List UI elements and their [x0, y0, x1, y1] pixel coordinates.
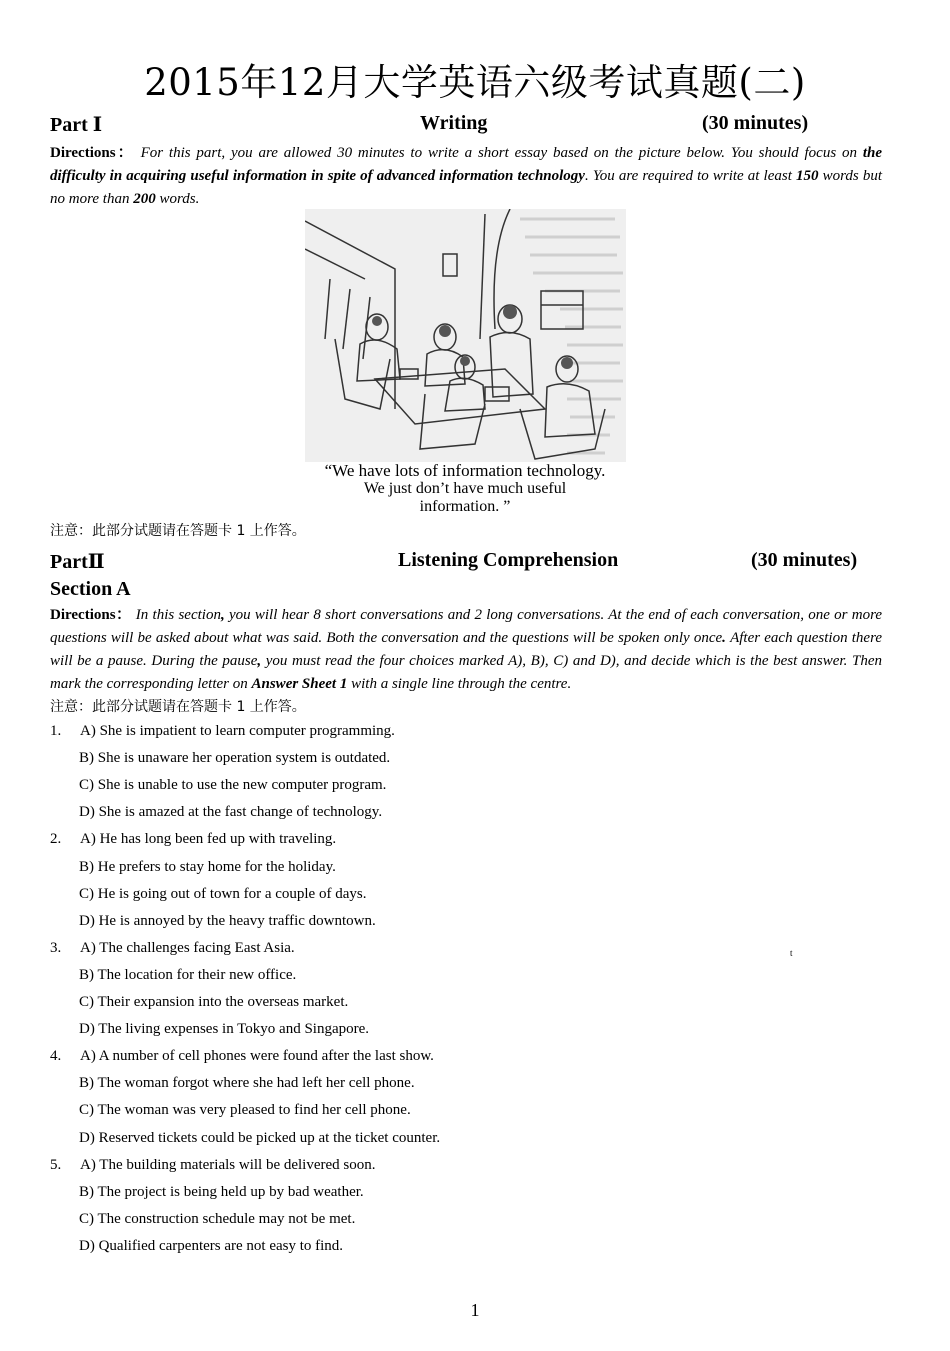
question-option-d: D) He is annoyed by the heavy traffic downtown.	[79, 912, 376, 929]
directions-text-5: with a single line through the centre.	[351, 676, 572, 692]
cartoon-caption-line-3: information. ”	[419, 498, 511, 515]
question-option-b: B) He prefers to stay home for the holiday.	[79, 858, 336, 875]
directions-text-3: After each question there will be a pause. During the pause	[50, 630, 883, 669]
directions-text-1: For this part, you are allowed 30 minutes to write a short essay based on the picture below. You should focus on	[140, 145, 857, 161]
question-option-c: C) The woman was very pleased to find her cell phone.	[79, 1102, 411, 1119]
question-option-c: C) Their expansion into the overseas market.	[79, 994, 349, 1010]
cartoon-caption-line-2: We just don’t have much useful	[363, 480, 567, 497]
part2-header	[50, 549, 880, 577]
directions-text-2: . You are required to write at least	[584, 168, 792, 184]
question-number: 1.	[50, 723, 62, 739]
question-option-d: D) The living expenses in Tokyo and Singapore.	[79, 1021, 370, 1038]
question-option-b: B) The woman forgot where she had left her cell phone.	[79, 1075, 415, 1092]
question-option-a: A) The building materials will be delivered soon.	[80, 1156, 376, 1173]
part1-header	[50, 112, 880, 140]
part1-name: Writing	[420, 112, 488, 134]
question-option-c: C) She is unable to use the new computer program.	[79, 777, 387, 794]
part2-label: PartⅡ	[50, 551, 105, 573]
part1-note: 注意：此部分试题请在答题卡 1 上作答。	[50, 523, 306, 539]
directions-text-4: you must read the four choices marked A), B), C) and D), and decide which is the best answer. Then mark the corresponding letter on	[50, 653, 882, 692]
page-title: 2015年12月大学英语六级考试真题(二)	[144, 61, 806, 104]
question-number: 2.	[50, 831, 62, 848]
directions-text-4: words.	[159, 191, 200, 207]
part1-directions	[50, 142, 882, 211]
question-number: 4.	[50, 1048, 62, 1065]
office-meeting-drawing	[305, 209, 626, 462]
question-option-c: C) The construction schedule may not be met.	[79, 1210, 356, 1227]
directions-focus: the difficulty in acquiring useful information in spite of advanced information technology	[50, 145, 883, 184]
directions-text-3: words but no more than	[50, 168, 883, 207]
question-option-b: B) The project is being held up by bad weather.	[79, 1183, 364, 1200]
part2-time: (30 minutes)	[751, 549, 858, 571]
question-option-d: D) She is amazed at the fast change of technology.	[79, 804, 383, 821]
directions-label: Directions：	[50, 145, 135, 161]
part2-note: 注意：此部分试题请在答题卡 1 上作答。	[50, 699, 306, 715]
question-option-a: A) The challenges facing East Asia.	[80, 939, 295, 956]
question-option-a: A) He has long been fed up with traveling.	[80, 831, 337, 848]
question-number: 3.	[50, 939, 62, 956]
part1-time: (30 minutes)	[702, 112, 809, 134]
section-a-heading: Section A	[50, 578, 131, 600]
question-option-d: D) Qualified carpenters are not easy to find.	[79, 1237, 344, 1254]
directions-text-2: you will hear 8 short conversations and 2 long conversations. At the end of each conversation, one or more questions will be asked about what was said. Both the conversation and the questions will be spoken only once	[50, 607, 883, 646]
cartoon-caption-line-1: “We have lots of information technology.	[324, 461, 606, 480]
directions-text-1: In this section	[135, 607, 221, 623]
question-option-d: D) Reserved tickets could be picked up at the ticket counter.	[79, 1129, 441, 1146]
question-number: 5.	[50, 1156, 62, 1173]
part2-directions: Directions： In this section, you will hear 8 short conversations and 2 long conversations. At the end of each conversation, one or more questions will be asked about what was said. Both the conversation and the questions will be spoken only once. After each question there will be a pause. During the pause, you must read the four choices marked A), B), C) and D), and decide which is the best answer. Then mark the corresponding letter on Answer Sheet 1 with a single line through the centre.	[50, 607, 883, 692]
cartoon-illustration	[305, 209, 626, 462]
answer-sheet-ref: Answer Sheet 1	[251, 676, 348, 692]
question-option-c: C) He is going out of town for a couple of days.	[79, 885, 367, 902]
directions-max-words: 200	[133, 191, 156, 207]
question-option-a: A) A number of cell phones were found after the last show.	[80, 1048, 434, 1065]
question-option-a: A) She is impatient to learn computer programming.	[80, 723, 395, 739]
stray-mark: t	[790, 948, 793, 958]
page-number: 1	[470, 1300, 480, 1320]
directions-min-words: 150	[796, 168, 819, 184]
directions-label: Directions：	[50, 607, 132, 623]
question-option-b: B) The location for their new office.	[79, 966, 297, 983]
question-option-b: B) She is unaware her operation system is outdated.	[79, 750, 391, 767]
part2-name: Listening Comprehension	[398, 549, 619, 571]
part1-label: Part Ⅰ	[50, 114, 103, 136]
